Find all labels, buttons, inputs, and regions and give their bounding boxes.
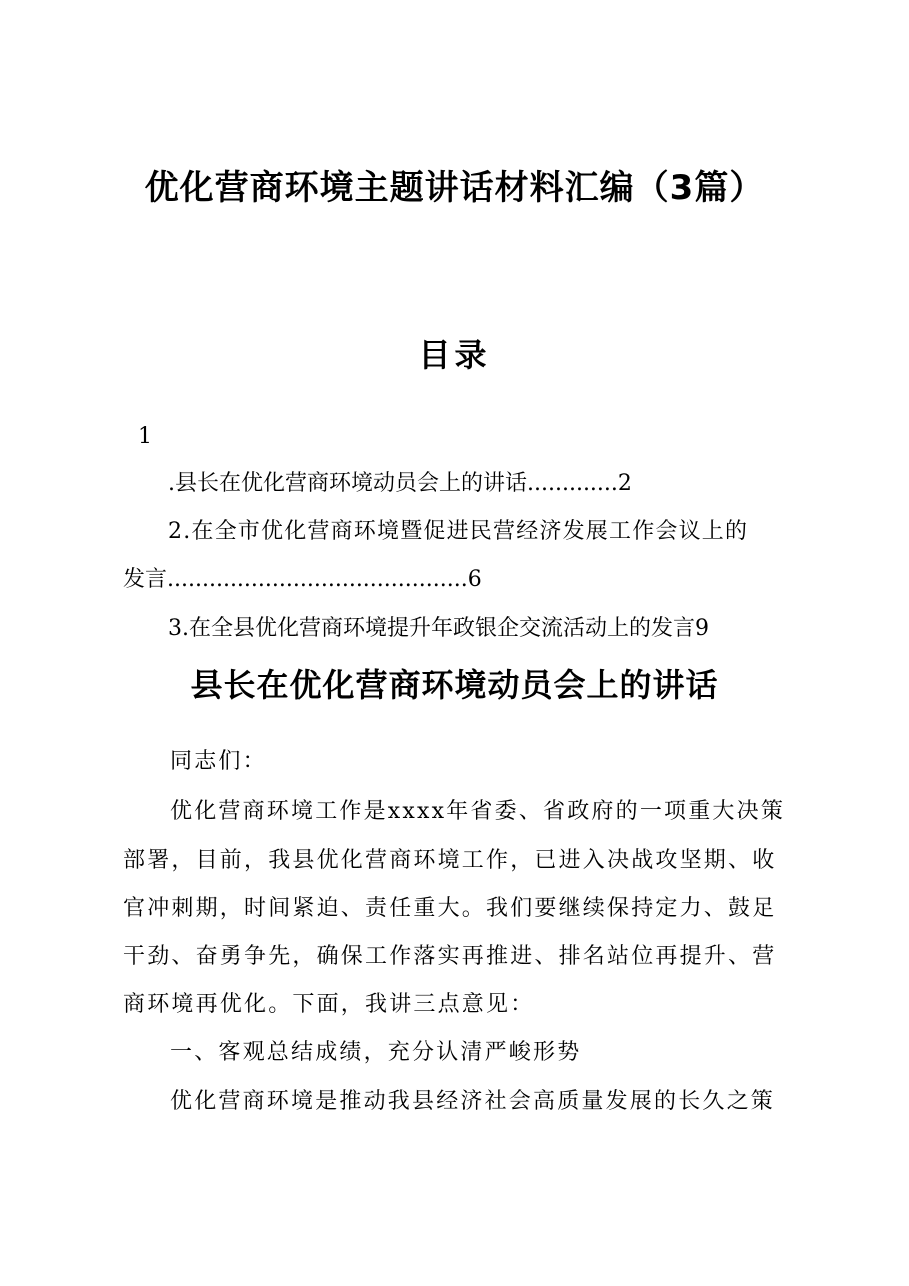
toc-item-3[interactable]: 3.在全县优化营商环境提升年政银企交流活动上的发言9 <box>168 616 709 641</box>
toc-item-2-line-2[interactable]: 发言...........................................6 <box>123 567 482 592</box>
body-line: 同志们： <box>170 749 267 774</box>
toc-number-line: 1 <box>138 424 152 449</box>
body-line: 部署，目前，我县优化营商环境工作，已进入决战攻坚期、收 <box>123 848 777 873</box>
document-title: 优化营商环境主题讲话材料汇编（3篇） <box>144 168 765 208</box>
toc-heading: 目录 <box>418 336 491 374</box>
body-line: 商环境再优化。下面，我讲三点意见： <box>123 992 535 1017</box>
body-line: 优化营商环境是推动我县经济社会高质量发展的长久之策 <box>170 1089 776 1114</box>
body-line: 干劲、奋勇争先，确保工作落实再推进、排名站位再提升、营 <box>123 944 777 969</box>
toc-item-1[interactable]: .县长在优化营商环境动员会上的讲话.............2 <box>168 471 632 496</box>
subheading-line: 一、客观总结成绩，充分认清严峻形势 <box>170 1040 582 1065</box>
body-line: 优化营商环境工作是xxxx年省委、省政府的一项重大决策 <box>170 799 786 824</box>
toc-item-2-line-1[interactable]: 2.在全市优化营商环境暨促进民营经济发展工作会议上的 <box>168 519 749 544</box>
section-title: 县长在优化营商环境动员会上的讲话 <box>190 666 719 704</box>
body-line: 官冲刺期，时间紧迫、责任重大。我们要继续保持定力、鼓足 <box>123 896 777 921</box>
